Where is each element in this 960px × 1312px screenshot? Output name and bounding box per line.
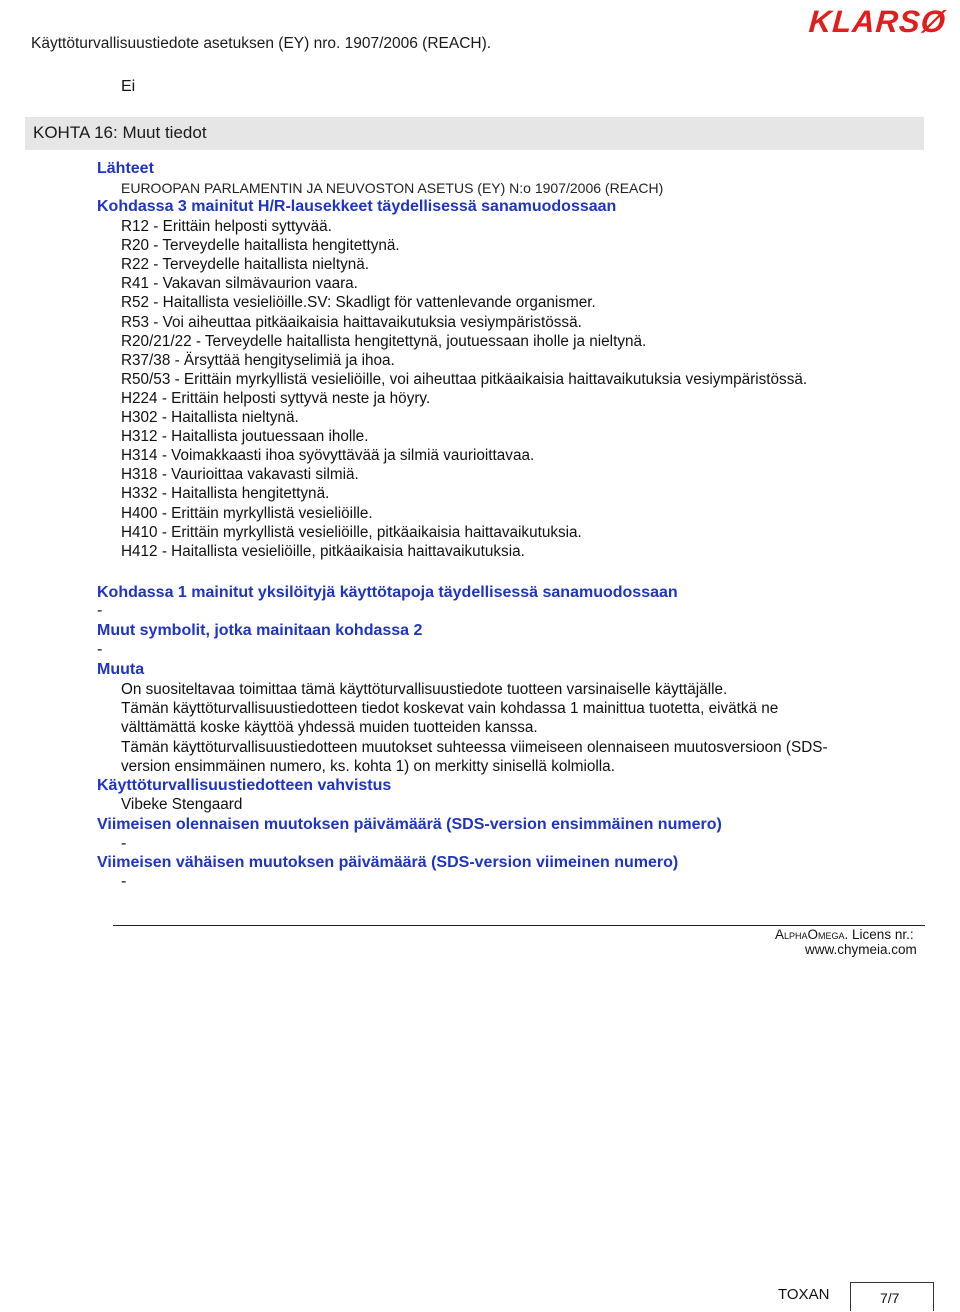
website-link[interactable]: www.chymeia.com bbox=[805, 942, 917, 957]
license-brand: AlphaOmega. bbox=[775, 927, 849, 942]
hr-phrase-item: R20/21/22 - Terveydelle haitallista hengitettynä, joutuessaan iholle ja nieltynä. bbox=[121, 332, 647, 350]
footer-divider bbox=[113, 925, 925, 926]
hr-phrase-item: H400 - Erittäin myrkyllistä vesieliöille. bbox=[121, 504, 373, 522]
toxan-label: TOXAN bbox=[778, 1286, 830, 1303]
hr-phrase-item: R50/53 - Erittäin myrkyllistä vesieliöille, voi aiheuttaa pitkäaikaisia haittavaikutuksia vesiympäristössä. bbox=[121, 370, 808, 388]
version-label: Ei bbox=[121, 78, 136, 95]
uses-heading: Kohdassa 1 mainitut yksilöityjä käyttötapoja täydellisessä sanamuodossaan bbox=[97, 584, 678, 601]
hr-phrase-item: R52 - Haitallista vesieliöille.SV: Skadligt för vattenlevande organismer. bbox=[121, 294, 596, 312]
uses-value: - bbox=[97, 602, 103, 619]
hr-phrase-item: R41 - Vakavan silmävaurion vaara. bbox=[121, 275, 358, 293]
hr-phrase-item: H312 - Haitallista joutuessaan iholle. bbox=[121, 428, 369, 446]
other-line: Tämän käyttöturvallisuustiedotteen muutokset suhteessa viimeiseen olennaiseen muutosversioon (SDS- bbox=[121, 739, 828, 756]
hr-phrase-item: R12 - Erittäin helposti syttyvää. bbox=[121, 218, 332, 235]
sources-heading: Lähteet bbox=[97, 160, 154, 177]
klarso-logo: KLARSØ bbox=[807, 4, 948, 39]
hr-phrase-item: R20 - Terveydelle haitallista hengitettynä. bbox=[121, 237, 400, 255]
license-line bbox=[775, 927, 914, 942]
other-line: välttämättä koske käyttöä yhdessä muiden tuotteiden kanssa. bbox=[121, 719, 538, 736]
approval-heading: Käyttöturvallisuustiedotteen vahvistus bbox=[97, 777, 392, 794]
hr-phrase-item: H412 - Haitallista vesieliöille, pitkäaikaisia haittavaikutuksia. bbox=[121, 542, 525, 560]
license-label: Licens nr.: bbox=[852, 927, 914, 942]
hr-phrase-item: R22 - Terveydelle haitallista nieltynä. bbox=[121, 256, 369, 274]
other-line: version ensimmäinen numero, ks. kohta 1) on merkitty sinisellä kolmiolla. bbox=[121, 758, 615, 775]
section-title: KOHTA 16: Muut tiedot bbox=[33, 123, 207, 142]
hr-phrase-item: H224 - Erittäin helposti syttyvä neste ja höyry. bbox=[121, 389, 431, 407]
hr-phrase-item: H314 - Voimakkaasti ihoa syövyttävää ja silmiä vaurioittavaa. bbox=[121, 447, 535, 465]
last-major-change-value: - bbox=[121, 835, 127, 852]
page-number: 7/7 bbox=[880, 1290, 900, 1306]
sources-line: EUROOPAN PARLAMENTIN JA NEUVOSTON ASETUS (EY) N:o 1907/2006 (REACH) bbox=[121, 180, 664, 196]
hr-phrase-item: R37/38 - Ärsyttää hengityselimiä ja ihoa. bbox=[121, 351, 395, 369]
other-heading: Muuta bbox=[97, 661, 145, 678]
hr-phrase-item: H410 - Erittäin myrkyllistä vesieliöille, pitkäaikaisia haittavaikutuksia. bbox=[121, 523, 582, 541]
hr-phrase-item: H302 - Haitallista nieltynä. bbox=[121, 409, 299, 426]
document-title: Käyttöturvallisuustiedote asetuksen (EY) nro. 1907/2006 (REACH). bbox=[31, 35, 492, 52]
approval-value: Vibeke Stengaard bbox=[121, 796, 243, 813]
hr-phrase-item: H332 - Haitallista hengitettynä. bbox=[121, 485, 330, 503]
last-major-change-heading: Viimeisen olennaisen muutoksen päivämäärä (SDS-version ensimmäinen numero) bbox=[97, 816, 722, 833]
symbols-heading: Muut symbolit, jotka mainitaan kohdassa 2 bbox=[97, 622, 423, 639]
hr-phrase-item: H318 - Vaurioittaa vakavasti silmiä. bbox=[121, 466, 359, 484]
other-line: Tämän käyttöturvallisuustiedotteen tiedot koskevat vain kohdassa 1 mainittua tuotetta, eivätkä ne bbox=[121, 700, 779, 717]
last-minor-change-value: - bbox=[121, 873, 127, 890]
other-line: On suositeltavaa toimittaa tämä käyttöturvallisuustiedote tuotteen varsinaiselle käyttäjälle. bbox=[121, 681, 728, 698]
hr-phrases-heading: Kohdassa 3 mainitut H/R-lausekkeet täydellisessä sanamuodossaan bbox=[97, 198, 617, 215]
hr-phrase-item: R53 - Voi aiheuttaa pitkäaikaisia haittavaikutuksia vesiympäristössä. bbox=[121, 313, 582, 331]
last-minor-change-heading: Viimeisen vähäisen muutoksen päivämäärä (SDS-version viimeinen numero) bbox=[97, 854, 679, 871]
symbols-value: - bbox=[97, 641, 103, 658]
